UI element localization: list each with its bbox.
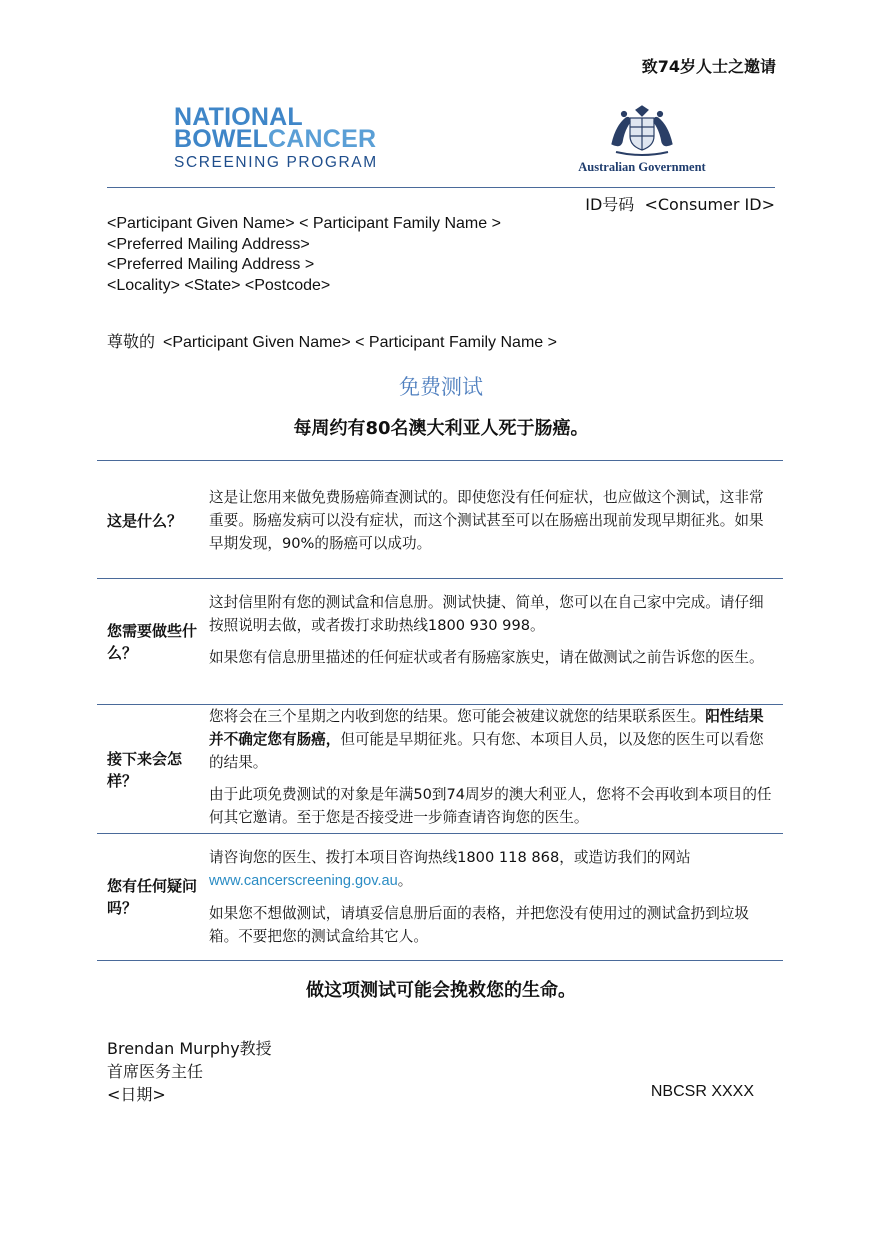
salutation xyxy=(107,329,557,352)
header-divider xyxy=(107,187,775,188)
section-text xyxy=(209,846,774,948)
paragraph-part: 请咨询您的医生、拨打本项目咨询热线1800 118 868，或造访我们的网站 xyxy=(209,849,691,866)
section-text xyxy=(209,705,774,829)
logo-word-cancer: CANCER xyxy=(268,125,377,153)
section-label: 您有任何疑问吗？ xyxy=(107,877,198,917)
address-line-1: <Preferred Mailing Address> xyxy=(107,235,310,253)
section-paragraph: 这封信里附有您的测试盒和信息册。测试快捷、简单，您可以在自己家中完成。请仔细按照说明去做，或者拨打求助热线1800 930 998。 xyxy=(209,594,764,634)
closing-statement: 做这项测试可能会挽救您的生命。 xyxy=(306,980,576,1001)
gov-text: Australian Government xyxy=(578,160,706,174)
section-divider xyxy=(97,578,783,579)
section-paragraph: 这是让您用来做免费肠癌筛查测试的。即使您没有任何症状，也应做这个测试，这非常重要。肠癌发病可以没有症状，而这个测试甚至可以在肠癌出现前发现早期征兆。如果早期发现，90%的肠癌可以成功。 xyxy=(209,489,764,552)
logo-line-screening: SCREENING PROGRAM xyxy=(174,154,378,171)
section-paragraph: 如果您不想做测试，请填妥信息册后面的表格，并把您没有使用过的测试盒扔到垃圾箱。不要把您的测试盒给其它人。 xyxy=(209,905,749,945)
section-label: 您需要做些什么？ xyxy=(107,622,198,662)
section-paragraph: 由于此项免费测试的对象是年满50到74周岁的澳大利亚人，您将不会再收到本项目的任何其它邀请。至于您是否接受进一步筛查请咨询您的医生。 xyxy=(209,786,772,826)
website-link[interactable]: www.cancerscreening.gov.au xyxy=(209,873,398,889)
section-paragraph: 如果您有信息册里描述的任何症状或者有肠癌家族史，请在做测试之前告诉您的医生。 xyxy=(209,649,764,666)
section-divider xyxy=(97,833,783,834)
section-divider xyxy=(97,960,783,961)
letter-date: <日期> xyxy=(107,1085,166,1104)
coat-of-arms-icon xyxy=(602,104,682,158)
signatory-role: 首席医务主任 xyxy=(107,1062,204,1081)
logo-line-national: NATIONAL xyxy=(174,103,303,131)
address-line-2: <Preferred Mailing Address > xyxy=(107,256,315,273)
paragraph-bold: 阳性结果并不确定您有肠癌， xyxy=(209,708,764,748)
id-value: <Consumer ID> xyxy=(644,195,775,214)
invitation-heading: 致74岁人士之邀请 xyxy=(641,57,776,76)
id-label: ID号码 xyxy=(585,195,635,214)
salutation-name: <Participant Given Name> < Participant Family Name > xyxy=(163,334,557,351)
section-text xyxy=(209,591,774,669)
reference-code: NBCSR XXXX xyxy=(650,1083,754,1100)
logo-word-bowel: BOWEL xyxy=(174,125,269,153)
signature-block xyxy=(107,1037,272,1106)
paragraph-part: 但可能是早期征兆。只有您、本项目人员，以及您的医生可以看您的结果。 xyxy=(209,731,764,771)
page-title: 免费测试 xyxy=(399,375,483,399)
address-name: <Participant Given Name> < Participant Family Name > xyxy=(107,215,501,232)
section-what-next xyxy=(97,704,783,833)
paragraph-part: 。 xyxy=(397,872,413,889)
section-divider xyxy=(97,460,783,461)
section-label: 这是什么？ xyxy=(107,512,183,530)
section-paragraph xyxy=(209,846,774,893)
consumer-id xyxy=(585,192,775,215)
mailing-address xyxy=(107,214,501,296)
section-paragraph xyxy=(209,705,774,774)
address-line-3: <Locality> <State> <Postcode> xyxy=(107,276,331,294)
nbcsp-logo xyxy=(174,103,378,172)
paragraph-part: 您将会在三个星期之内收到您的结果。您可能会被建议就您的结果联系医生。 xyxy=(209,708,706,725)
section-what-to-do xyxy=(97,578,783,704)
signatory-name: Brendan Murphy教授 xyxy=(107,1039,272,1058)
section-questions xyxy=(97,833,783,960)
section-text xyxy=(209,486,774,555)
australian-government-logo xyxy=(572,104,712,175)
section-label: 接下来会怎样？ xyxy=(107,750,183,790)
salutation-honorific: 尊敬的 xyxy=(107,332,156,351)
page-subtitle: 每周约有80名澳大利亚人死于肠癌。 xyxy=(293,418,589,439)
section-what-is-this xyxy=(97,460,783,578)
logo-line-bowelcancer xyxy=(174,125,378,153)
